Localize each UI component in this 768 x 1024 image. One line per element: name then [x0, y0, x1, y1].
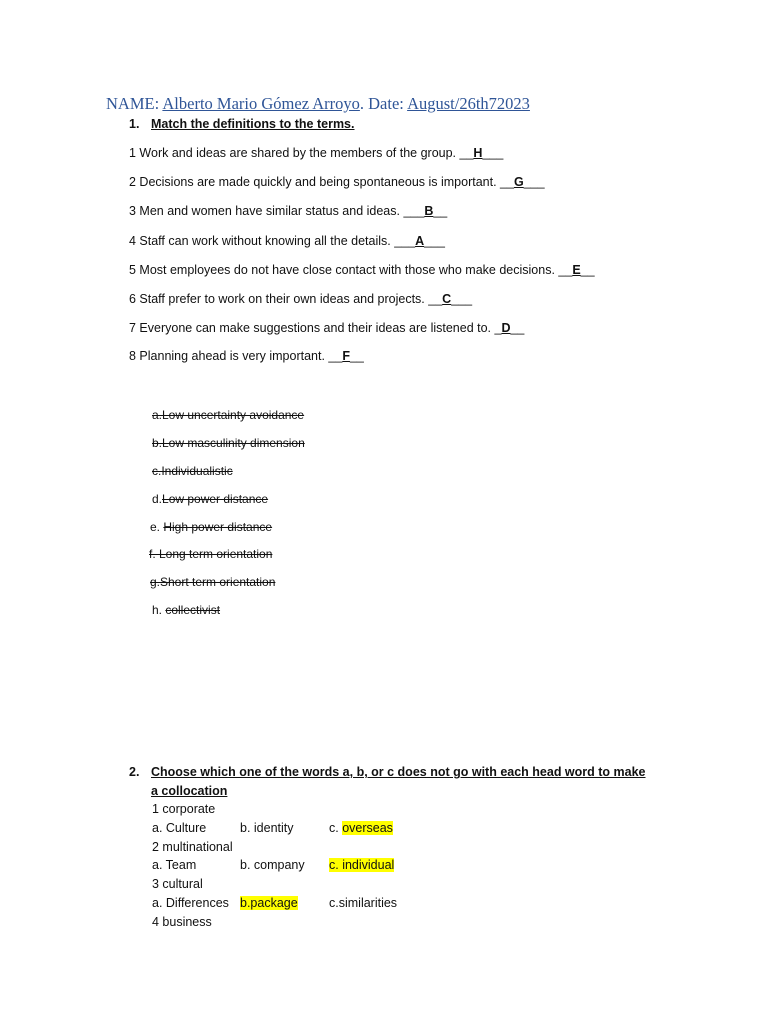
definition-3: 3 Men and women have similar status and ideas. ___B__ — [129, 204, 448, 218]
collocation-head-3: 3 cultural — [152, 877, 203, 891]
answer: H — [473, 146, 483, 160]
date-label: . Date: — [359, 94, 408, 113]
question-text: Choose which one of the words a, b, or c does not go with each head word to make a collocation — [151, 765, 646, 798]
name-label: NAME: — [106, 94, 163, 113]
name-value: Alberto Mario Gómez Arroyo — [162, 94, 360, 113]
answer: B — [424, 204, 434, 218]
option-a: a.Low uncertainty avoidance — [152, 408, 305, 422]
collocation-head-2: 2 multinational — [152, 840, 233, 854]
definition-1: 1 Work and ideas are shared by the members of the group. __H___ — [129, 146, 504, 160]
definition-4: 4 Staff can work without knowing all the details. ___A___ — [129, 234, 445, 248]
option-d: d.Low power distance — [152, 492, 269, 506]
answer: E — [572, 263, 581, 277]
question-number: 1. — [129, 117, 140, 131]
answer: C — [442, 292, 452, 306]
answer: F — [342, 349, 350, 363]
highlighted-answer: b.package — [240, 896, 298, 910]
answer: G — [513, 175, 524, 189]
definition-6: 6 Staff prefer to work on their own ideas and projects. __C___ — [129, 292, 473, 306]
option-h: h. collectivist — [152, 603, 221, 617]
question-2-title — [129, 763, 649, 801]
definition-5: 5 Most employees do not have close contact with those who make decisions. __E__ — [129, 263, 595, 277]
collocation-head-4: 4 business — [152, 915, 212, 929]
question-1-title — [129, 117, 355, 131]
definition-2: 2 Decisions are made quickly and being spontaneous is important. __G___ — [129, 175, 545, 189]
highlighted-answer: c. individual — [329, 858, 395, 872]
date-value: August/26th72023 — [407, 94, 530, 113]
answer: A — [415, 234, 425, 248]
highlighted-answer: overseas — [342, 821, 393, 835]
option-b: b.Low masculinity dimension — [152, 436, 305, 450]
option-e: e. High power distance — [150, 520, 273, 534]
answer: D — [501, 321, 511, 335]
collocation-head-1: 1 corporate — [152, 802, 216, 816]
question-number: 2. — [129, 765, 140, 779]
question-text: Match the definitions to the terms. — [151, 117, 355, 131]
header-line — [106, 94, 530, 114]
collocation-options-2: a. Team b. company c. individual — [152, 858, 395, 872]
definition-7: 7 Everyone can make suggestions and their ideas are listened to. _D__ — [129, 321, 525, 335]
option-c: c.Individualistic — [152, 464, 233, 478]
definition-8: 8 Planning ahead is very important. __F__ — [129, 349, 364, 363]
option-g: g.Short term orientation — [150, 575, 276, 589]
option-f: f. Long term orientation — [149, 547, 273, 561]
collocation-options-3: a. Differences b.package c.similarities — [152, 896, 398, 910]
collocation-options-1: a. Culture b. identity c. overseas — [152, 821, 393, 835]
